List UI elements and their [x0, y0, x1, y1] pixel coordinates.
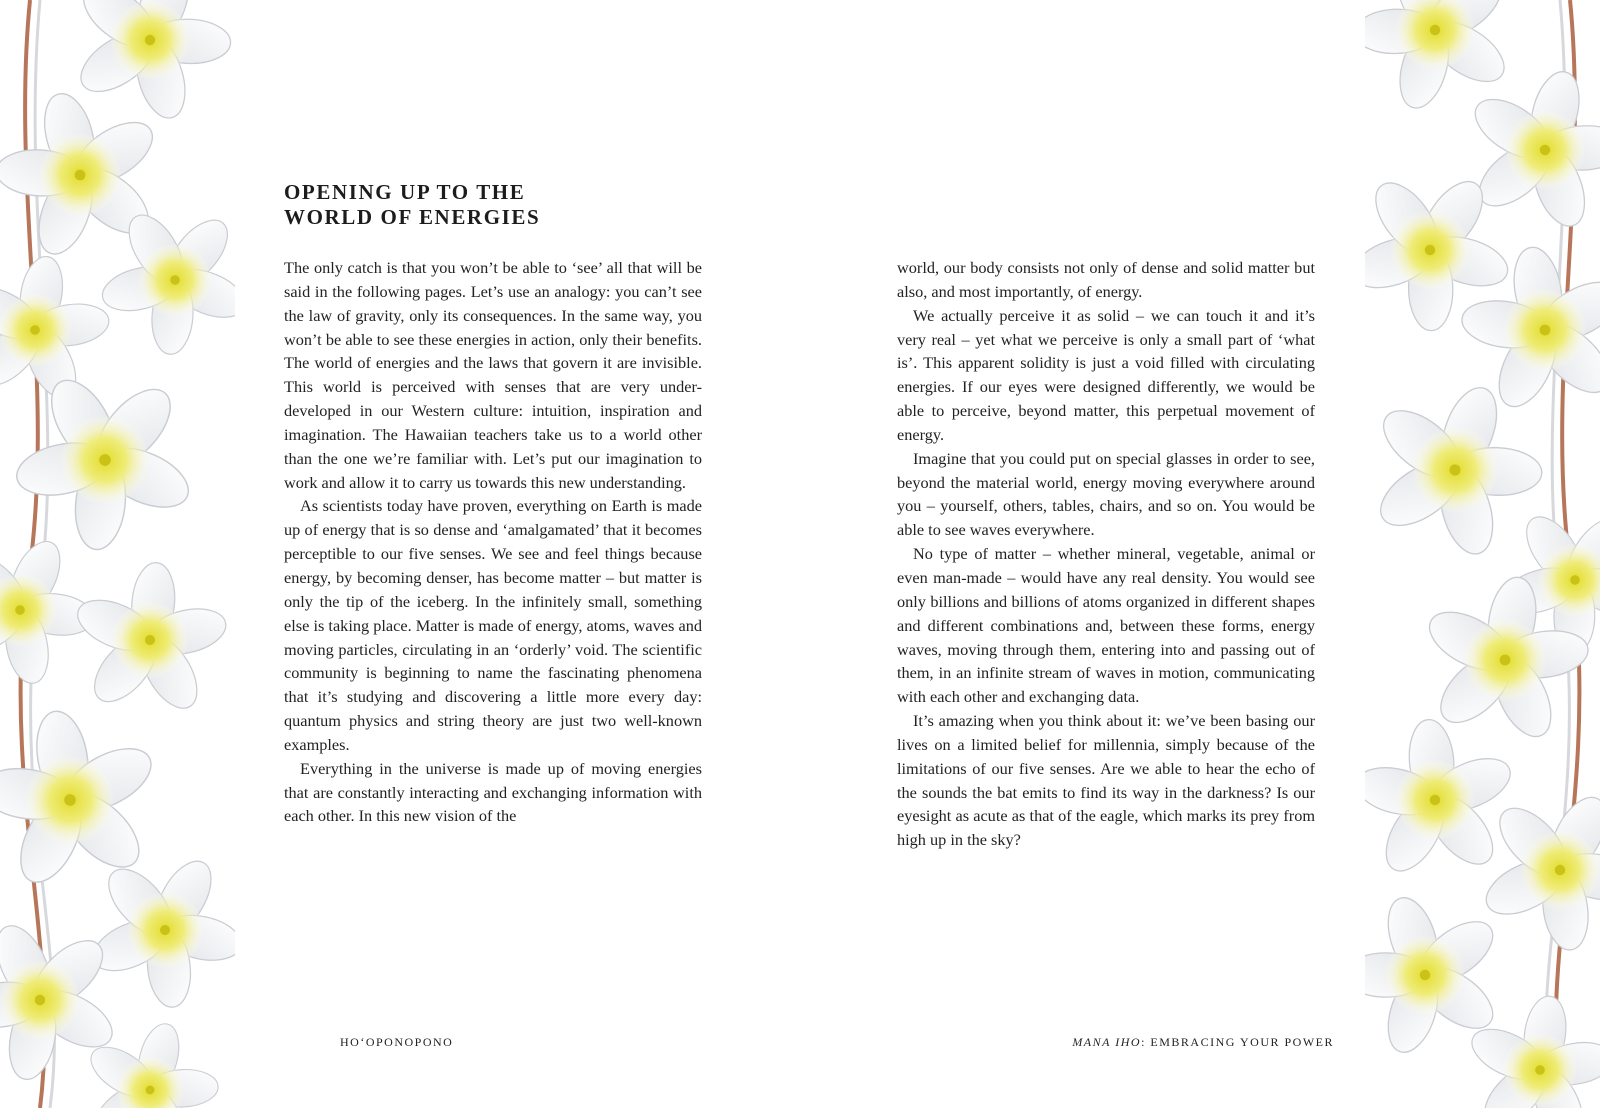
- right-paragraph-2: We actually perceive it as solid – we can touch it and it’s very real – yet what we perceive is only a small part of ‘what is’. This apparent solidity is just a void filled with circulating energies. If our eyes were designed differently, we would be able to perceive, beyond matter, this perpetual movement of energy.: [897, 305, 1315, 444]
- left-running-footer: HOʻOPONOPONO: [340, 1035, 454, 1049]
- left-page-body: [284, 256, 702, 828]
- left-paragraph-3: Everything in the universe is made up of moving energies that are constantly interacting and exchanging information with each other. In this new vision of the: [284, 758, 702, 826]
- chapter-title-line-1: OPENING UP TO THE: [284, 180, 526, 204]
- plumeria-flowers-right: [1365, 0, 1600, 1108]
- left-paragraph-2: As scientists today have proven, everything on Earth is made up of energy that is so dense and ‘amalgamated’ that it becomes perceptible to our five senses. We see and feel things because energy, by becoming denser, has become matter – but matter is only the tip of the iceberg. In the infinitely small, something else is taking place. Matter is made of energy, atoms, waves and moving particles, circulating in an ‘orderly’ void. The scientific community is beginning to name the fascinating phenomena that it’s studying and discovering a little more every day: quantum physics and string theory are just two well-known examples.: [284, 496, 702, 754]
- right-paragraph-4: No type of matter – whether mineral, vegetable, animal or even man-made – would have any real density. You would see only billions and billions of atoms organized in different shapes and different combinations and, between these forms, energy waves, moving through them, entering into and passing out of them, in an infinite stream of waves in motion, communicating with each other and exchanging data.: [897, 544, 1315, 707]
- chapter-title: [284, 180, 540, 230]
- footer-subtitle: : EMBRACING YOUR POWER: [1141, 1035, 1334, 1049]
- right-paragraph-3: Imagine that you could put on special glasses in order to see, beyond the material world, energy moving everywhere around you – yourself, others, tables, chairs, and so on. You would be able to see waves everywhere.: [897, 448, 1315, 540]
- right-paragraph-5: It’s amazing when you think about it: we’ve been basing our lives on a limited belief for millennia, simply because of the limitations of our five senses. Are we able to hear the echo of the sounds the bat emits to find its way in the darkness? Is our eyesight as acute as that of the eagle, which marks its prey from high up in the sky?: [897, 711, 1315, 850]
- footer-italic-title: MANA IHO: [1072, 1035, 1142, 1049]
- left-paragraph-1: The only catch is that you won’t be able to ‘see’ all that will be said in the following pages. Let’s use an analogy: you can’t see the law of gravity, only its consequences. In the same way, you won’t be able to see these energies in action, only their benefits. The world of energies and the laws that govern it are invisible. This world is perceived with senses that are very under-developed in our Western culture: intuition, inspiration and imagination. The Hawaiian teachers take us to a world other than the one we’re familiar with. Let’s put our imagination to work and allow it to carry us towards this new understanding.: [284, 258, 702, 492]
- right-floral-border: [1365, 0, 1600, 1108]
- right-running-footer: [1072, 1035, 1334, 1050]
- right-paragraph-1: world, our body consists not only of dense and solid matter but also, and most importantly, of energy.: [897, 258, 1315, 301]
- right-page-body: [897, 256, 1315, 852]
- plumeria-flowers-left: [0, 0, 235, 1108]
- left-floral-border: [0, 0, 235, 1108]
- chapter-title-line-2: WORLD OF ENERGIES: [284, 205, 541, 229]
